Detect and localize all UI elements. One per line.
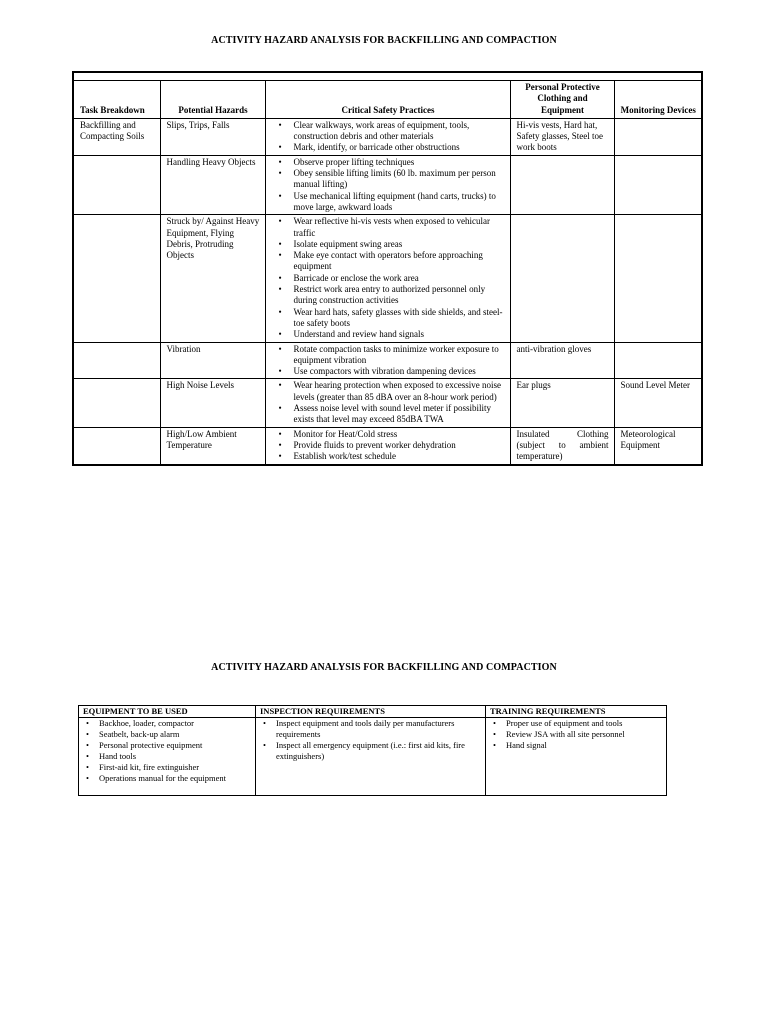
second-page-title: ACTIVITY HAZARD ANALYSIS FOR BACKFILLING AND COMPACTION (211, 662, 557, 673)
requirements-body-row (79, 718, 667, 796)
header-equipment: EQUIPMENT TO BE USED (79, 706, 256, 718)
ppe-cell (510, 215, 614, 342)
monitoring-cell (614, 215, 702, 342)
monitoring-cell (614, 342, 702, 379)
practices-cell (265, 342, 510, 379)
table-row (73, 215, 702, 342)
requirements-header-row (79, 706, 667, 718)
header-task-breakdown: Task Breakdown (73, 81, 160, 119)
table-row (73, 427, 702, 464)
list-item: • Wear hearing protection when exposed to excessive noise levels (greater than 85 dBA over an 8-hour work period) (272, 380, 505, 403)
task-cell (73, 342, 160, 379)
list-item: • Use mechanical lifting equipment (hand carts, trucks) to move large, awkward loads (272, 191, 505, 214)
hazard-cell: Handling Heavy Objects (160, 155, 265, 214)
list-item: • First-aid kit, fire extinguisher (83, 762, 251, 773)
list-item: • Provide fluids to prevent worker dehydration (272, 440, 505, 451)
list-item: • Wear hard hats, safety glasses with side shields, and steel-toe safety boots (272, 307, 505, 330)
practices-cell (265, 379, 510, 427)
list-item: • Operations manual for the equipment (83, 773, 251, 784)
task-cell (73, 379, 160, 427)
task-cell (73, 155, 160, 214)
training-list-cell (486, 718, 667, 796)
equipment-list-cell (79, 718, 256, 796)
hazard-cell: Slips, Trips, Falls (160, 118, 265, 155)
list-item: • Restrict work area entry to authorized personnel only during construction activities (272, 284, 505, 307)
list-item: • Obey sensible lifting limits (60 lb. maximum per person manual lifting) (272, 168, 505, 191)
monitoring-cell (614, 118, 702, 155)
hazard-analysis-table (72, 71, 703, 466)
ppe-cell: Ear plugs (510, 379, 614, 427)
list-item: • Rotate compaction tasks to minimize worker exposure to equipment vibration (272, 344, 505, 367)
hazard-cell: High/Low Ambient Temperature (160, 427, 265, 464)
list-item: • Understand and review hand signals (272, 329, 505, 340)
requirements-table (78, 705, 667, 796)
hazard-cell: Vibration (160, 342, 265, 379)
list-item: • Personal protective equipment (83, 740, 251, 751)
header-potential-hazards: Potential Hazards (160, 81, 265, 119)
inspection-list-cell (256, 718, 486, 796)
list-item: • Inspect equipment and tools daily per manufacturers requirements (260, 718, 481, 740)
list-item: • Backhoe, loader, compactor (83, 718, 251, 729)
monitoring-cell: Sound Level Meter (614, 379, 702, 427)
list-item: • Wear reflective hi-vis vests when exposed to vehicular traffic (272, 216, 505, 239)
table-row (73, 379, 702, 427)
task-cell (73, 427, 160, 464)
header-training: TRAINING REQUIREMENTS (486, 706, 667, 718)
header-ppe: Personal Protective Clothing and Equipment (510, 81, 614, 119)
table-row (73, 342, 702, 379)
list-item: • Mark, identify, or barricade other obstructions (272, 142, 505, 153)
list-item: • Establish work/test schedule (272, 451, 505, 462)
list-item: • Review JSA with all site personnel (490, 729, 662, 740)
list-item: • Inspect all emergency equipment (i.e.: first aid kits, fire extinguishers) (260, 740, 481, 762)
list-item: • Assess noise level with sound level meter if possibility exists that level may exceed 85dBA TWA (272, 403, 505, 426)
practices-cell (265, 118, 510, 155)
hazard-cell: High Noise Levels (160, 379, 265, 427)
list-item: • Observe proper lifting techniques (272, 157, 505, 168)
header-inspection: INSPECTION REQUIREMENTS (256, 706, 486, 718)
list-item: • Hand tools (83, 751, 251, 762)
practices-cell (265, 427, 510, 464)
monitoring-cell: Meteorological Equipment (614, 427, 702, 464)
list-item: • Proper use of equipment and tools (490, 718, 662, 729)
list-item: • Barricade or enclose the work area (272, 273, 505, 284)
list-item: • Use compactors with vibration dampening devices (272, 366, 505, 377)
task-cell: Backfilling and Compacting Soils (73, 118, 160, 155)
monitoring-cell (614, 155, 702, 214)
practices-cell (265, 215, 510, 342)
ppe-cell: Hi-vis vests, Hard hat, Safety glasses, Steel toe work boots (510, 118, 614, 155)
table-row (73, 155, 702, 214)
list-item: • Seatbelt, back-up alarm (83, 729, 251, 740)
header-critical-safety-practices: Critical Safety Practices (265, 81, 510, 119)
practices-cell (265, 155, 510, 214)
table-header-row (73, 81, 702, 119)
header-monitoring-devices: Monitoring Devices (614, 81, 702, 119)
table-row (73, 118, 702, 155)
ppe-cell: anti-vibration gloves (510, 342, 614, 379)
ppe-cell: Insulated Clothing (subject to ambient temperature) (510, 427, 614, 464)
hazard-cell: Struck by/ Against Heavy Equipment, Flying Debris, Protruding Objects (160, 215, 265, 342)
task-cell (73, 215, 160, 342)
list-item: • Monitor for Heat/Cold stress (272, 429, 505, 440)
list-item: • Clear walkways, work areas of equipment, tools, construction debris and other materials (272, 120, 505, 143)
list-item: • Hand signal (490, 740, 662, 751)
list-item: • Make eye contact with operators before approaching equipment (272, 250, 505, 273)
list-item: • Isolate equipment swing areas (272, 239, 505, 250)
table-top-spacer (73, 72, 702, 81)
document-title: ACTIVITY HAZARD ANALYSIS FOR BACKFILLING AND COMPACTION (211, 35, 557, 46)
ppe-cell (510, 155, 614, 214)
